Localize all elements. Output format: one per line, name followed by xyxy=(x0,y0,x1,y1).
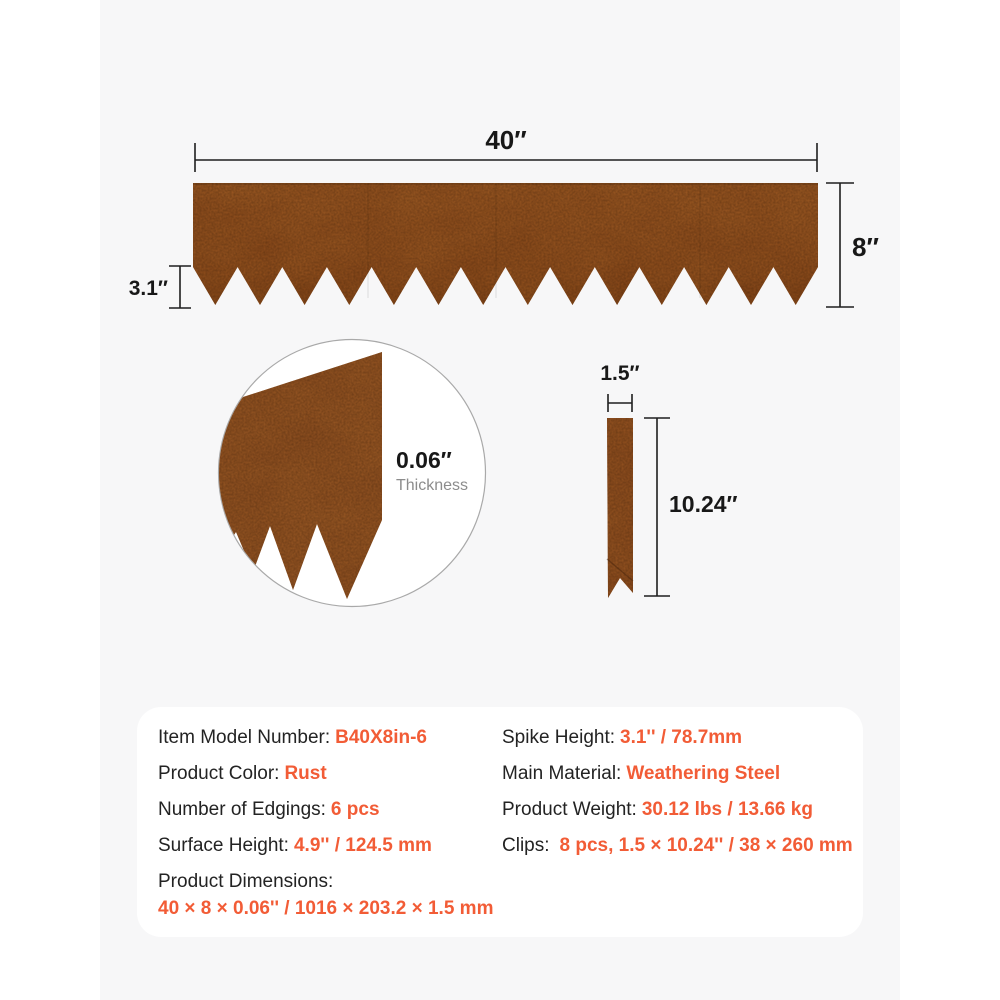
clip-shape xyxy=(607,418,633,598)
thickness-caption: Thickness xyxy=(396,477,469,494)
clip-width-label: 1.5″ xyxy=(600,362,640,385)
spec-value: 6 pcs xyxy=(330,799,380,820)
spec-row-material xyxy=(502,756,853,792)
thickness-value: 0.06″ xyxy=(396,447,452,473)
spec-row-edgings xyxy=(158,792,493,828)
spec-column-right xyxy=(502,720,853,864)
spike-height-label: 3.1″ xyxy=(128,277,168,300)
spec-value: 4.9'' / 124.5 mm xyxy=(293,835,432,856)
spec-value: 8 pcs, 1.5 × 10.24'' / 38 × 260 mm xyxy=(559,835,853,856)
spec-label: Product Dimensions: xyxy=(158,871,334,892)
spec-value: Weathering Steel xyxy=(626,763,781,784)
spec-row-clips xyxy=(502,828,853,864)
spec-value: Rust xyxy=(284,763,327,784)
edging-height-dimension xyxy=(826,183,854,307)
clip-width-dimension xyxy=(608,394,632,412)
spec-value: 3.1'' / 78.7mm xyxy=(620,727,743,748)
spec-value: 40 × 8 × 0.06'' / 1016 × 203.2 × 1.5 mm xyxy=(158,898,494,919)
spec-row-surface-height xyxy=(158,828,493,864)
spec-value: 30.12 lbs / 13.66 kg xyxy=(641,799,813,820)
spike-height-dimension xyxy=(169,266,191,308)
clip-height-label: 10.24″ xyxy=(669,491,738,517)
thickness-detail-circle xyxy=(195,340,486,607)
spec-panel xyxy=(137,707,863,937)
spec-label: Clips: xyxy=(502,835,550,856)
spec-row-color xyxy=(158,756,493,792)
spec-label: Number of Edgings: xyxy=(158,799,326,820)
spec-column-left xyxy=(158,720,493,922)
spec-label: Surface Height: xyxy=(158,835,289,856)
spec-value: B40X8in-6 xyxy=(335,727,427,748)
spec-row-weight xyxy=(502,792,853,828)
thickness-steel-closeup xyxy=(195,352,382,599)
edging-strip-shape xyxy=(193,183,818,305)
edging-width-label: 40″ xyxy=(485,125,527,155)
spec-label: Main Material: xyxy=(502,763,622,784)
spec-label: Spike Height: xyxy=(502,727,616,748)
clip-height-dimension xyxy=(644,418,670,596)
edging-height-label: 8″ xyxy=(852,232,879,262)
spec-label: Product Weight: xyxy=(502,799,637,820)
spec-label: Item Model Number: xyxy=(158,727,331,748)
spec-label: Product Color: xyxy=(158,763,280,784)
spec-row-product-dimensions xyxy=(158,868,493,922)
spec-row-spike-height xyxy=(502,720,853,756)
spec-row-model xyxy=(158,720,493,756)
